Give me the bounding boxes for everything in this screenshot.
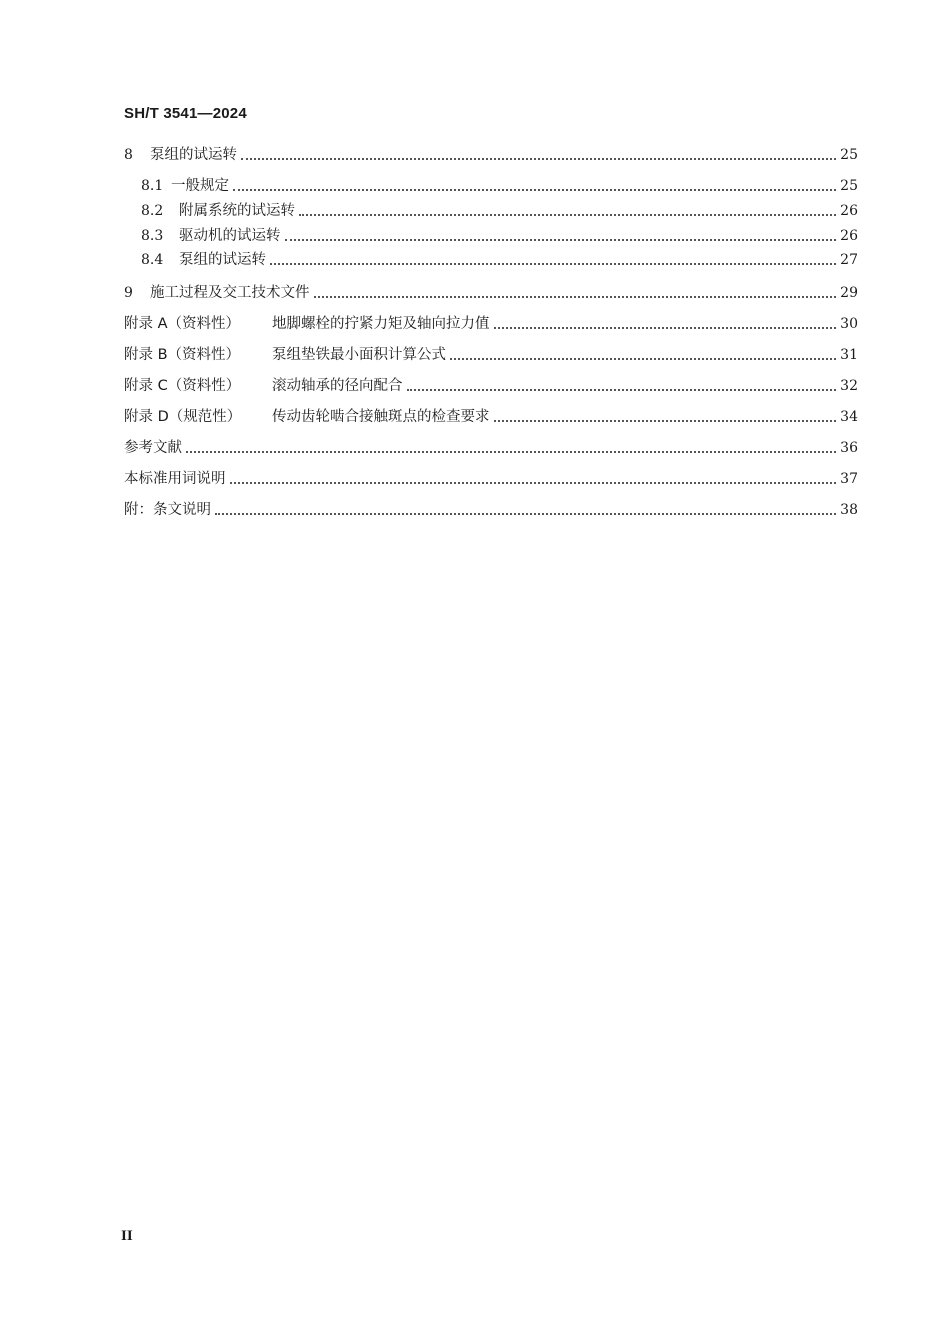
toc-entry-appendix-a[interactable] <box>124 310 858 334</box>
toc-title: 附属系统的试运转 <box>179 203 295 219</box>
toc-title: 滚动轴承的径向配合 <box>272 378 403 394</box>
dot-leader <box>233 189 836 191</box>
toc-number: 8.1 <box>141 178 164 194</box>
toc-entry-9[interactable] <box>124 279 858 303</box>
toc-entry-8-1[interactable] <box>141 172 858 196</box>
toc-number: 附录 D（规范性） <box>124 409 242 425</box>
toc-entry-8[interactable] <box>124 141 858 165</box>
dot-leader <box>494 327 837 329</box>
toc-entry-references[interactable] <box>124 434 858 458</box>
document-code: SH/T 3541—2024 <box>124 105 247 122</box>
dot-leader <box>230 482 837 484</box>
toc-entry-terminology[interactable] <box>124 465 858 489</box>
toc-page-number: 31 <box>840 347 858 363</box>
dot-leader <box>215 513 836 515</box>
toc-page-number: 36 <box>840 440 858 456</box>
toc-title: 施工过程及交工技术文件 <box>150 285 310 301</box>
table-of-contents <box>124 0 858 540</box>
page-number-footer: II <box>121 1228 133 1244</box>
toc-title: 地脚螺栓的拧紧力矩及轴向拉力值 <box>272 316 490 332</box>
toc-number: 9 <box>124 285 133 301</box>
toc-title: 泵组的试运转 <box>179 252 266 268</box>
toc-entry-8-2[interactable] <box>141 197 858 221</box>
toc-number: 附录 B（资料性） <box>124 347 241 363</box>
toc-number: 8 <box>124 147 133 163</box>
toc-number: 8.3 <box>141 228 164 244</box>
toc-entry-appendix-b[interactable] <box>124 341 858 365</box>
toc-page-number: 27 <box>840 252 858 268</box>
toc-entry-8-3[interactable] <box>141 222 858 246</box>
toc-title: 泵组垫铁最小面积计算公式 <box>272 347 446 363</box>
dot-leader <box>186 451 836 453</box>
toc-title: 附：条文说明 <box>124 502 211 518</box>
toc-title: 泵组的试运转 <box>150 147 237 163</box>
dot-leader <box>299 214 836 216</box>
toc-entry-8-4[interactable] <box>141 246 858 270</box>
toc-title: 一般规定 <box>171 178 229 194</box>
dot-leader <box>494 420 837 422</box>
toc-page-number: 37 <box>840 471 858 487</box>
toc-number: 附录 A（资料性） <box>124 316 241 332</box>
toc-title: 传动齿轮啮合接触斑点的检查要求 <box>272 409 490 425</box>
toc-page-number: 29 <box>840 285 858 301</box>
toc-entry-appendix-d[interactable] <box>124 403 858 427</box>
toc-page-number: 26 <box>840 228 858 244</box>
toc-page-number: 25 <box>840 178 858 194</box>
dot-leader <box>241 158 836 160</box>
toc-title: 驱动机的试运转 <box>179 228 281 244</box>
toc-page-number: 26 <box>840 203 858 219</box>
toc-title: 参考文献 <box>124 440 182 456</box>
dot-leader <box>270 263 836 265</box>
toc-page-number: 25 <box>840 147 858 163</box>
toc-number: 8.2 <box>141 203 164 219</box>
toc-number: 8.4 <box>141 252 164 268</box>
toc-page-number: 34 <box>840 409 858 425</box>
toc-title: 本标准用词说明 <box>124 471 226 487</box>
toc-page-number: 32 <box>840 378 858 394</box>
dot-leader <box>285 239 837 241</box>
toc-page-number: 38 <box>840 502 858 518</box>
toc-entry-appendix-c[interactable] <box>124 372 858 396</box>
dot-leader <box>450 358 836 360</box>
toc-entry-explanation[interactable] <box>124 496 858 520</box>
dot-leader <box>407 389 837 391</box>
toc-number: 附录 C（资料性） <box>124 378 241 394</box>
toc-page-number: 30 <box>840 316 858 332</box>
dot-leader <box>314 296 837 298</box>
